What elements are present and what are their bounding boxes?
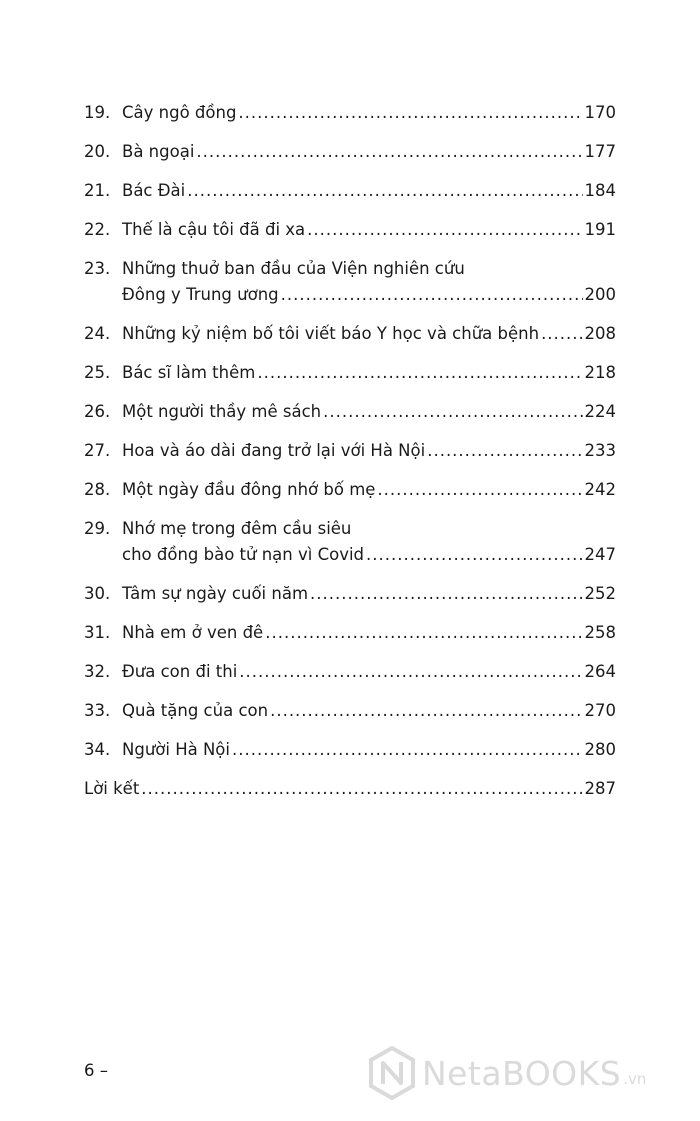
toc-leader-dots — [377, 477, 582, 503]
toc-entry[interactable] — [84, 581, 616, 620]
toc-entry[interactable] — [84, 399, 616, 438]
toc-entry-page: 218 — [584, 363, 616, 382]
toc-entry[interactable] — [84, 516, 616, 581]
toc-entry-body — [122, 516, 616, 581]
toc-entry-number: 31. — [84, 623, 111, 642]
toc-entries — [84, 100, 616, 776]
toc-entry-closing[interactable] — [84, 776, 616, 815]
toc-entry-body — [122, 659, 616, 698]
toc-leader-dots — [232, 737, 583, 763]
toc-entry-title: Một người thầy mê sách — [122, 402, 322, 421]
toc-entry-number: 28. — [84, 480, 111, 499]
n-hexagon-logo-icon — [368, 1046, 416, 1100]
toc-entry-title: Người Hà Nội — [122, 740, 230, 759]
toc-entry-line — [122, 620, 616, 646]
toc-entry[interactable] — [84, 438, 616, 477]
toc-entry-number: 27. — [84, 441, 111, 460]
toc-entry-body — [122, 581, 616, 620]
toc-entry-line — [84, 776, 616, 802]
toc-entry-number: 23. — [84, 259, 111, 278]
toc-entry-line — [122, 360, 616, 386]
toc-entry-line — [122, 139, 616, 165]
toc-entry[interactable] — [84, 620, 616, 659]
toc-entry-title: Hoa và áo dài đang trở lại với Hà Nội — [122, 441, 426, 460]
toc-entry-page: 170 — [584, 103, 616, 122]
toc-leader-dots — [196, 139, 582, 165]
toc-leader-dots — [270, 698, 582, 724]
toc-entry-body — [122, 217, 616, 256]
toc-entry[interactable] — [84, 321, 616, 360]
toc-entry-line — [122, 438, 616, 464]
toc-entry-title: Bác sĩ làm thêm — [122, 363, 256, 382]
watermark-brand: NetaBOOKS — [422, 1053, 622, 1093]
toc-entry-page: 200 — [584, 285, 616, 304]
toc-entry-title: Những kỷ niệm bố tôi viết báo Y học và chữa bệnh — [122, 324, 540, 343]
toc-leader-dots — [323, 399, 582, 425]
toc-entry-page: 287 — [584, 779, 616, 798]
toc-entry[interactable] — [84, 737, 616, 776]
toc-entry-page: 264 — [584, 662, 616, 681]
toc-leader-dots — [187, 178, 582, 204]
toc-entry[interactable] — [84, 256, 616, 321]
toc-entry[interactable] — [84, 698, 616, 737]
toc-entry-page: 224 — [584, 402, 616, 421]
toc-entry[interactable] — [84, 100, 616, 139]
toc-entry[interactable] — [84, 659, 616, 698]
toc-entry-line — [122, 282, 616, 308]
toc-entry-number: 19. — [84, 103, 111, 122]
watermark-tld: .vn — [623, 1070, 647, 1088]
toc-entry-body — [122, 360, 616, 399]
toc-entry-number: 21. — [84, 181, 111, 200]
toc-entry-line — [122, 477, 616, 503]
toc-entry-number: 30. — [84, 584, 111, 603]
toc-entry-page: 191 — [584, 220, 616, 239]
toc-entry-title: Đưa con đi thi — [122, 662, 238, 681]
toc-entry-line — [122, 178, 616, 204]
toc-entry-line — [122, 542, 616, 568]
toc-leader-dots — [257, 360, 582, 386]
toc-entry-page: 252 — [584, 584, 616, 603]
toc-entry-line — [122, 516, 616, 542]
toc-entry-page: 247 — [584, 545, 616, 564]
toc-entry[interactable] — [84, 139, 616, 178]
toc-entry-title: Cây ngô đồng — [122, 103, 237, 122]
toc-entry-line — [122, 698, 616, 724]
toc-leader-dots — [239, 659, 582, 685]
toc-entry-line — [122, 581, 616, 607]
toc-leader-dots — [281, 282, 583, 308]
toc-entry-title: Bà ngoại — [122, 142, 195, 161]
toc-entry-number: 29. — [84, 519, 111, 538]
toc-entry-page: 242 — [584, 480, 616, 499]
toc-entry-title: Quà tặng của con — [122, 701, 269, 720]
toc-entry-number: 24. — [84, 324, 111, 343]
toc-entry[interactable] — [84, 360, 616, 399]
toc-leader-dots — [427, 438, 582, 464]
table-of-contents — [84, 100, 616, 815]
toc-entry-body — [122, 698, 616, 737]
toc-entry-body — [122, 256, 616, 321]
toc-entry-body — [122, 399, 616, 438]
toc-entry-body — [122, 737, 616, 776]
toc-entry-number: 26. — [84, 402, 111, 421]
toc-entry-number: 34. — [84, 740, 111, 759]
toc-entry-body — [122, 100, 616, 139]
toc-leader-dots — [310, 581, 582, 607]
toc-entry[interactable] — [84, 178, 616, 217]
toc-entry-page: 208 — [584, 324, 616, 343]
toc-entry-page: 184 — [584, 181, 616, 200]
toc-entry-number: 32. — [84, 662, 111, 681]
toc-leader-dots — [265, 620, 582, 646]
toc-entry-body — [122, 139, 616, 178]
toc-entry-title: Những thuở ban đầu của Viện nghiên cứu — [122, 259, 465, 278]
toc-leader-dots — [307, 217, 582, 243]
toc-entry-title: Nhà em ở ven đê — [122, 623, 264, 642]
toc-leader-dots — [366, 542, 582, 568]
toc-entry-body — [84, 776, 616, 815]
toc-entry-line — [122, 321, 616, 347]
watermark — [368, 1046, 646, 1100]
toc-entry-body — [122, 620, 616, 659]
toc-entry-page: 280 — [584, 740, 616, 759]
toc-entry-title: Lời kết — [84, 779, 140, 798]
toc-entry-title: Bác Đài — [122, 181, 186, 200]
toc-entry-title: Đông y Trung ương — [122, 285, 279, 304]
toc-entry[interactable] — [84, 477, 616, 516]
toc-entry-body — [122, 178, 616, 217]
toc-entry-body — [122, 477, 616, 516]
toc-entry-title: Nhớ mẹ trong đêm cầu siêu — [122, 519, 352, 538]
toc-entry-page: 270 — [584, 701, 616, 720]
toc-entry-title: Tâm sự ngày cuối năm — [122, 584, 309, 603]
toc-entry-line — [122, 100, 616, 126]
toc-entry-title: Một ngày đầu đông nhớ bố mẹ — [122, 480, 376, 499]
page-number: 6 – — [84, 1061, 108, 1080]
toc-entry-body — [122, 321, 616, 360]
toc-entry-line — [122, 737, 616, 763]
toc-entry-page: 258 — [584, 623, 616, 642]
toc-entry-line — [122, 217, 616, 243]
toc-entry-body — [122, 438, 616, 477]
toc-entry-title: Thế là cậu tôi đã đi xa — [122, 220, 306, 239]
toc-entry-number: 25. — [84, 363, 111, 382]
toc-entry-number: 33. — [84, 701, 111, 720]
toc-leader-dots — [238, 100, 582, 126]
toc-entry-line — [122, 399, 616, 425]
toc-entry-number: 22. — [84, 220, 111, 239]
toc-entry-page: 233 — [584, 441, 616, 460]
toc-entry-title: cho đồng bào tử nạn vì Covid — [122, 545, 365, 564]
toc-entry-page: 177 — [584, 142, 616, 161]
toc-leader-dots — [541, 321, 582, 347]
toc-leader-dots — [141, 776, 582, 802]
toc-entry-number: 20. — [84, 142, 111, 161]
toc-entry-line — [122, 659, 616, 685]
toc-entry[interactable] — [84, 217, 616, 256]
toc-entry-line — [122, 256, 616, 282]
